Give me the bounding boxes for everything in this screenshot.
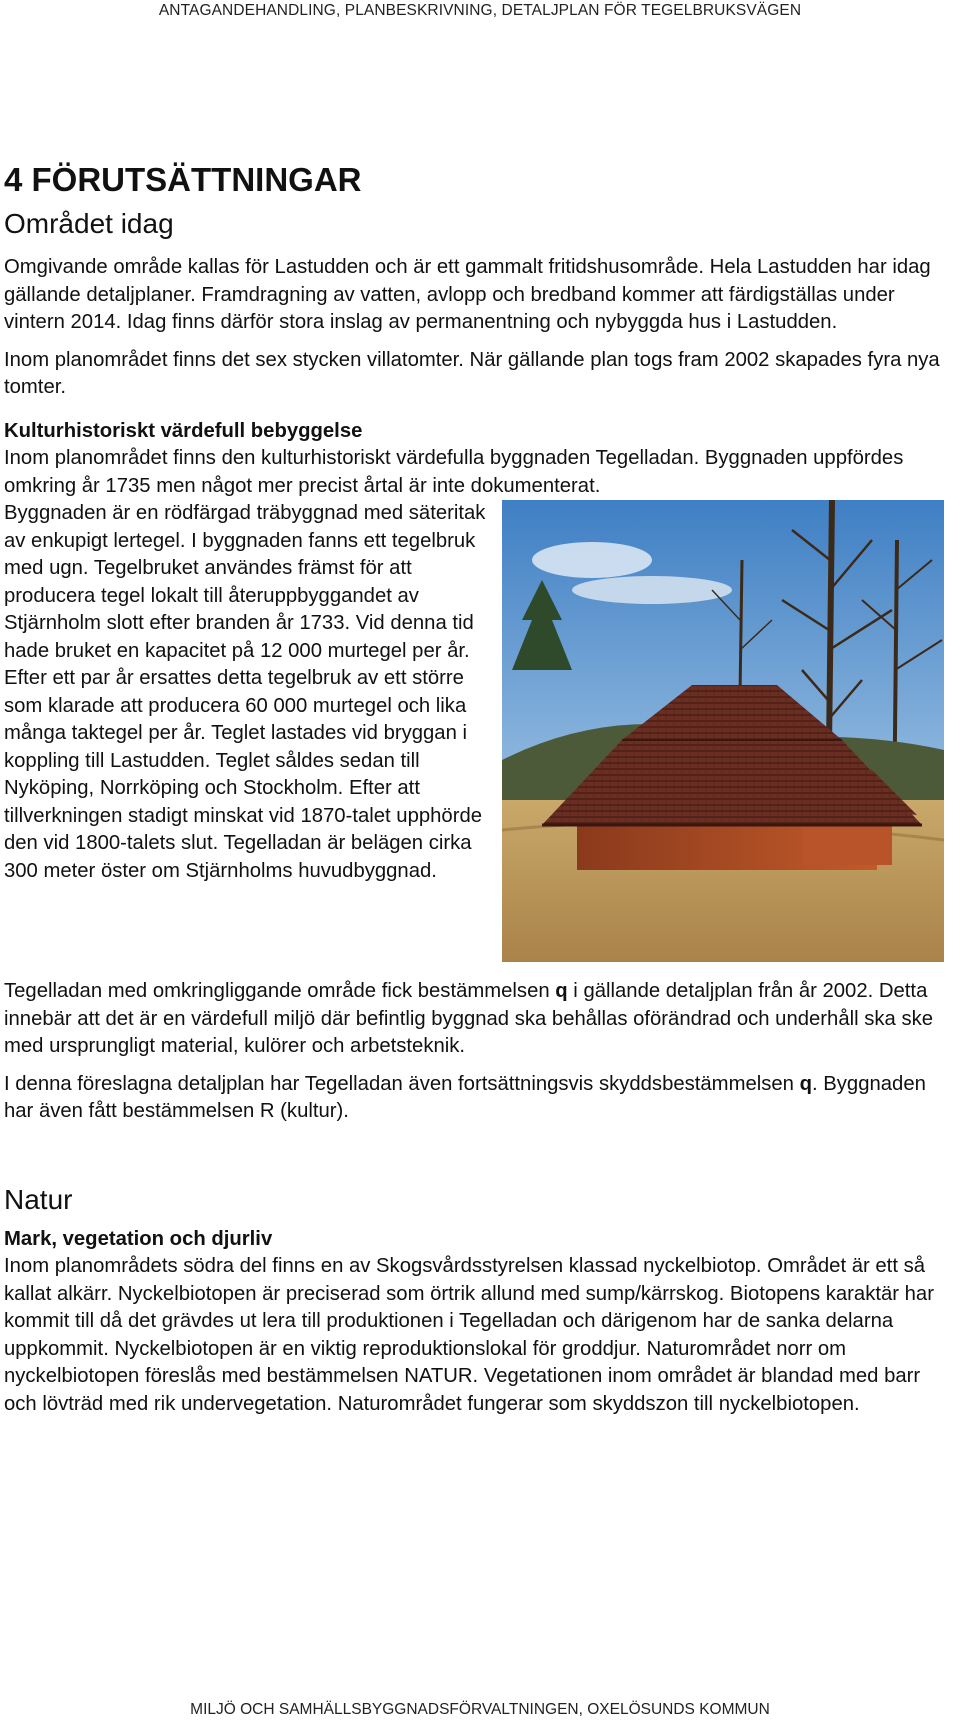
paragraph-area-today-1: Omgivande område kallas för Lastudden och är ett gammalt fritidshusområde. Hela Lastudden har idag gällande detaljplaner. Framdragning av vatten, avlopp och bredband kommer att färdigställas under vintern 2014. Idag finns därför stora inslag av permanentning och nybyggda hus i Lastudden. — [4, 256, 931, 333]
paragraph-area-today-2: Inom planområdet finns det sex stycken villatomter. När gällande plan togs fram 2002 skapades fyra nya tomter. — [4, 348, 940, 398]
section-title: 4 FÖRUTSÄTTNINGAR — [4, 161, 362, 198]
paragraph-heritage-3-b: i gällande detaljplan från år 2002. Detta innebär att det är en värdefull miljö där befintlig byggnad ska behållas oförändrad och underhåll ska ske med ursprungligt material, kulörer och arbetsteknik. — [4, 980, 934, 1057]
paragraph-heritage-2: Byggnaden är en rödfärgad träbyggnad med säteritak av enkupigt lertegel. I byggnaden fanns ett tegelbruk med ugn. Tegelbruket användes främst för att producera tegel lokalt till återuppbyggandet av Stjärnholm slott efter branden år 1733. Vid denna tid hade bruket en kapacitet på 12 000 murtegel per år. Efter ett par år ersattes detta tegelbruk av ett större som klarade att producera 60 000 murtegel och lika många taktegel per år. Teglet lastades vid bryggan i koppling till Lastudden. Teglet såldes sedan till Nyköping, Norrköping och Stockholm. Efter att tillverkningen stadigt minskat vid 1870-talet upphörde den vid 1800-talets slut. Tegelladan är belägen cirka 300 meter öster om Stjärnholms huvudbyggnad. — [4, 502, 486, 882]
subheading-nature: Mark, vegetation och djurliv — [4, 1227, 273, 1250]
page-footer: MILJÖ OCH SAMHÄLLSBYGGNADSFÖRVALTNINGEN, OXELÖSUNDS KOMMUN — [190, 1701, 770, 1718]
paragraph-heritage-3-a: Tegelladan med omkringliggande område fick bestämmelsen — [4, 980, 556, 1002]
paragraph-heritage-4-b: . Byggnaden har även fått bestämmelsen R (kultur). — [4, 1072, 926, 1122]
paragraph-heritage-4 — [4, 1071, 954, 1126]
main-content — [4, 156, 954, 1418]
paragraph-heritage-3 — [4, 978, 954, 1061]
paragraph-heritage-4-a: I denna föreslagna detaljplan har Tegelladan även fortsättningsvis skyddsbestämmelsen — [4, 1072, 800, 1095]
heading-nature: Natur — [4, 1183, 73, 1215]
heading-area-today: Området idag — [4, 208, 174, 239]
subheading-heritage: Kulturhistoriskt värdefull bebyggelse — [4, 419, 363, 442]
page-header: ANTAGANDEHANDLING, PLANBESKRIVNING, DETALJPLAN FÖR TEGELBRUKSVÄGEN — [158, 2, 802, 19]
provision-q: q — [799, 1072, 812, 1095]
tegelladan-photo — [502, 500, 944, 962]
paragraph-heritage-1: Inom planområdet finns den kulturhistoriskt värdefulla byggnaden Tegelladan. Byggnaden uppfördes omkring år 1735 men något mer precist årtal är inte dokumenterat. — [4, 447, 904, 497]
provision-q: q — [555, 980, 568, 1002]
paragraph-nature-1: Inom planområdets södra del finns en av Skogsvårdsstyrelsen klassad nyckelbiotop. Området är ett så kallat alkärr. Nyckelbiotopen är preciserad som örtrik allund med sump/kärrskog. Biotopens karaktär har kommit till då det grävdes ut lera till produktionen i Tegelladan och därigenom har de sanka delarna uppkommit. Nyckelbiotopen är en viktig reproduktionslokal för groddjur. Naturområdet norr om nyckelbiotopen föreslås med bestämmelsen NATUR. Vegetationen inom området är blandad med barr och lövträd med rik undervegetation. Naturområdet fungerar som skyddszon till nyckelbiotopen. — [4, 1255, 934, 1415]
